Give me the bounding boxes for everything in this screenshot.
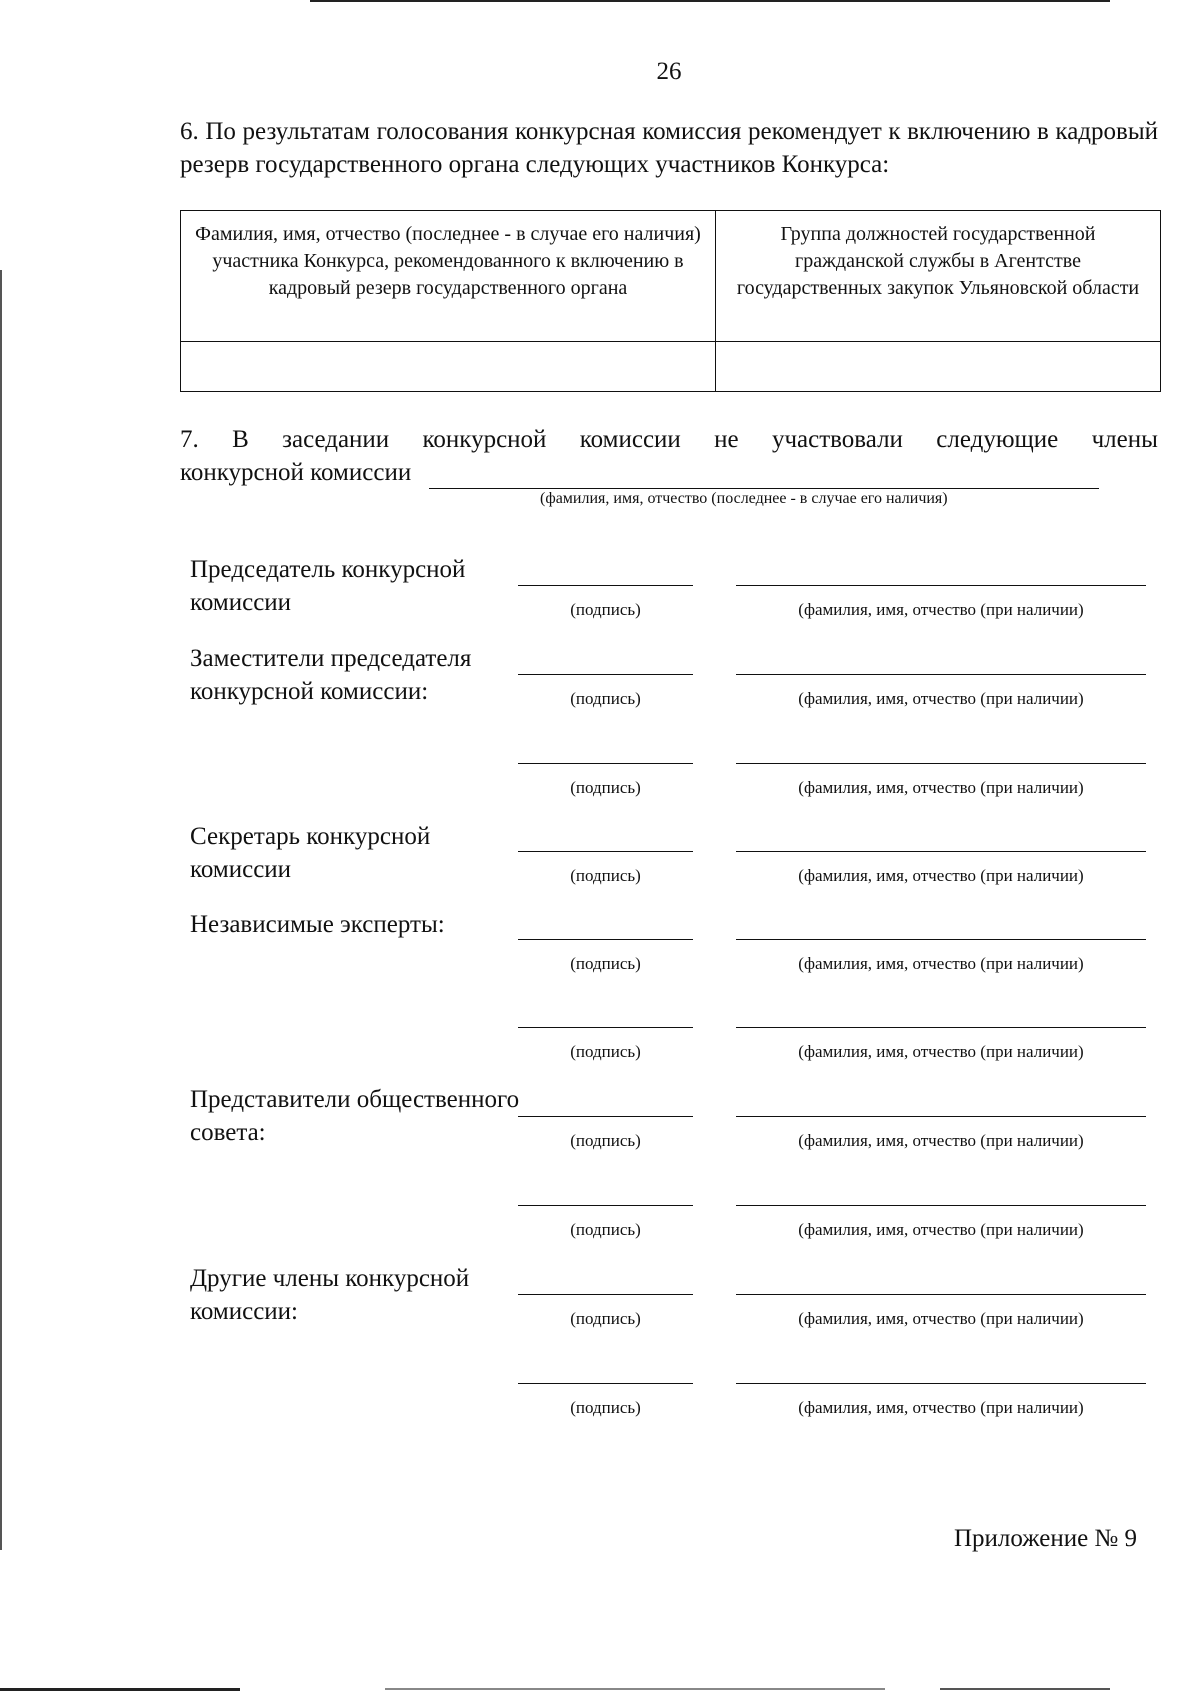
scan-edge-top [310,0,1110,2]
appendix-label: Приложение № 9 [954,1525,1138,1552]
section-7-line-2 [180,456,1158,489]
section-7-text [180,423,1158,489]
word: заседании [282,426,390,453]
secretary-label: Секретарь конкурсной комиссии [190,823,431,883]
scan-edge-left [0,270,2,1550]
word: следующие [936,426,1059,453]
other-members-label: Другие члены конкурсной комиссии: [190,1265,470,1325]
signature-line[interactable] [518,763,693,764]
name-caption: (фамилия, имя, отчество (при наличии) [798,954,1084,973]
name-caption: (фамилия, имя, отчество (при наличии) [798,1309,1084,1328]
col-header-position-group: Группа должностей государственной гражданской службы в Агентстве государственных закупок Ульяновской области [716,211,1161,342]
name-line[interactable] [736,1383,1146,1384]
reserve-table [180,210,1161,392]
name-caption: (фамилия, имя, отчество (при наличии) [798,1398,1084,1417]
name-caption: (фамилия, имя, отчество (при наличии) [798,866,1084,885]
signature-line[interactable] [518,1205,693,1206]
name-line[interactable] [736,851,1146,852]
signature-caption: (подпись) [570,1398,641,1417]
table-cell[interactable] [716,342,1161,392]
name-caption: (фамилия, имя, отчество (при наличии) [798,689,1084,708]
name-caption: (фамилия, имя, отчество (при наличии) [798,1131,1084,1150]
word: не [714,426,739,453]
word: 7. [180,426,199,453]
section-7-line-1 [180,423,1158,456]
public-council-label: Представители общественного совета: [190,1086,520,1146]
deputies-label: Заместители председателя конкурсной комиссии: [190,645,472,705]
table-row [181,342,1161,392]
word: члены [1091,426,1158,453]
scan-edge-bottom [385,1688,885,1690]
signature-caption: (подпись) [570,689,641,708]
word: конкурсной [422,426,547,453]
name-line[interactable] [736,585,1146,586]
word: участвовали [771,426,903,453]
section-6-text: 6. По результатам голосования конкурсная комиссия рекомендует к включению в кадровый резерв государственного органа следующих участников Конкурса: [180,118,1158,178]
signature-caption: (подпись) [570,1042,641,1061]
signature-line[interactable] [518,585,693,586]
name-line[interactable] [736,1294,1146,1295]
word: В [232,426,249,453]
name-caption: (фамилия, имя, отчество (при наличии) [798,778,1084,797]
signature-caption: (подпись) [570,866,641,885]
absent-members-field[interactable] [429,462,1099,489]
signature-caption: (подпись) [570,1220,641,1239]
absent-members-caption: (фамилия, имя, отчество (последнее - в случае его наличия) [540,490,948,507]
section-7-label: конкурсной комиссии [180,459,412,486]
scan-edge-bottom [0,1688,240,1691]
signature-line[interactable] [518,1383,693,1384]
col-header-participant: Фамилия, имя, отчество (последнее - в случае его наличия) участника Конкурса, рекомендованного к включению в кадровый резерв государственного органа [181,211,716,342]
name-caption: (фамилия, имя, отчество (при наличии) [798,1042,1084,1061]
signature-line[interactable] [518,1116,693,1117]
table-cell[interactable] [181,342,716,392]
name-caption: (фамилия, имя, отчество (при наличии) [798,1220,1084,1239]
signature-caption: (подпись) [570,600,641,619]
table-header-row [181,211,1161,342]
page-number: 26 [656,58,682,85]
name-line[interactable] [736,674,1146,675]
signature-caption: (подпись) [570,954,641,973]
signature-line[interactable] [518,674,693,675]
name-line[interactable] [736,939,1146,940]
signature-caption: (подпись) [570,1131,641,1150]
signature-line[interactable] [518,851,693,852]
signature-line[interactable] [518,1294,693,1295]
name-line[interactable] [736,763,1146,764]
word: комиссии [579,426,681,453]
experts-label: Независимые эксперты: [190,911,445,938]
scan-edge-bottom [940,1688,1110,1690]
name-caption: (фамилия, имя, отчество (при наличии) [798,600,1084,619]
chair-label: Председатель конкурсной комиссии [190,556,466,616]
signature-caption: (подпись) [570,1309,641,1328]
name-line[interactable] [736,1027,1146,1028]
name-line[interactable] [736,1205,1146,1206]
name-line[interactable] [736,1116,1146,1117]
signature-caption: (подпись) [570,778,641,797]
signature-line[interactable] [518,939,693,940]
signature-line[interactable] [518,1027,693,1028]
